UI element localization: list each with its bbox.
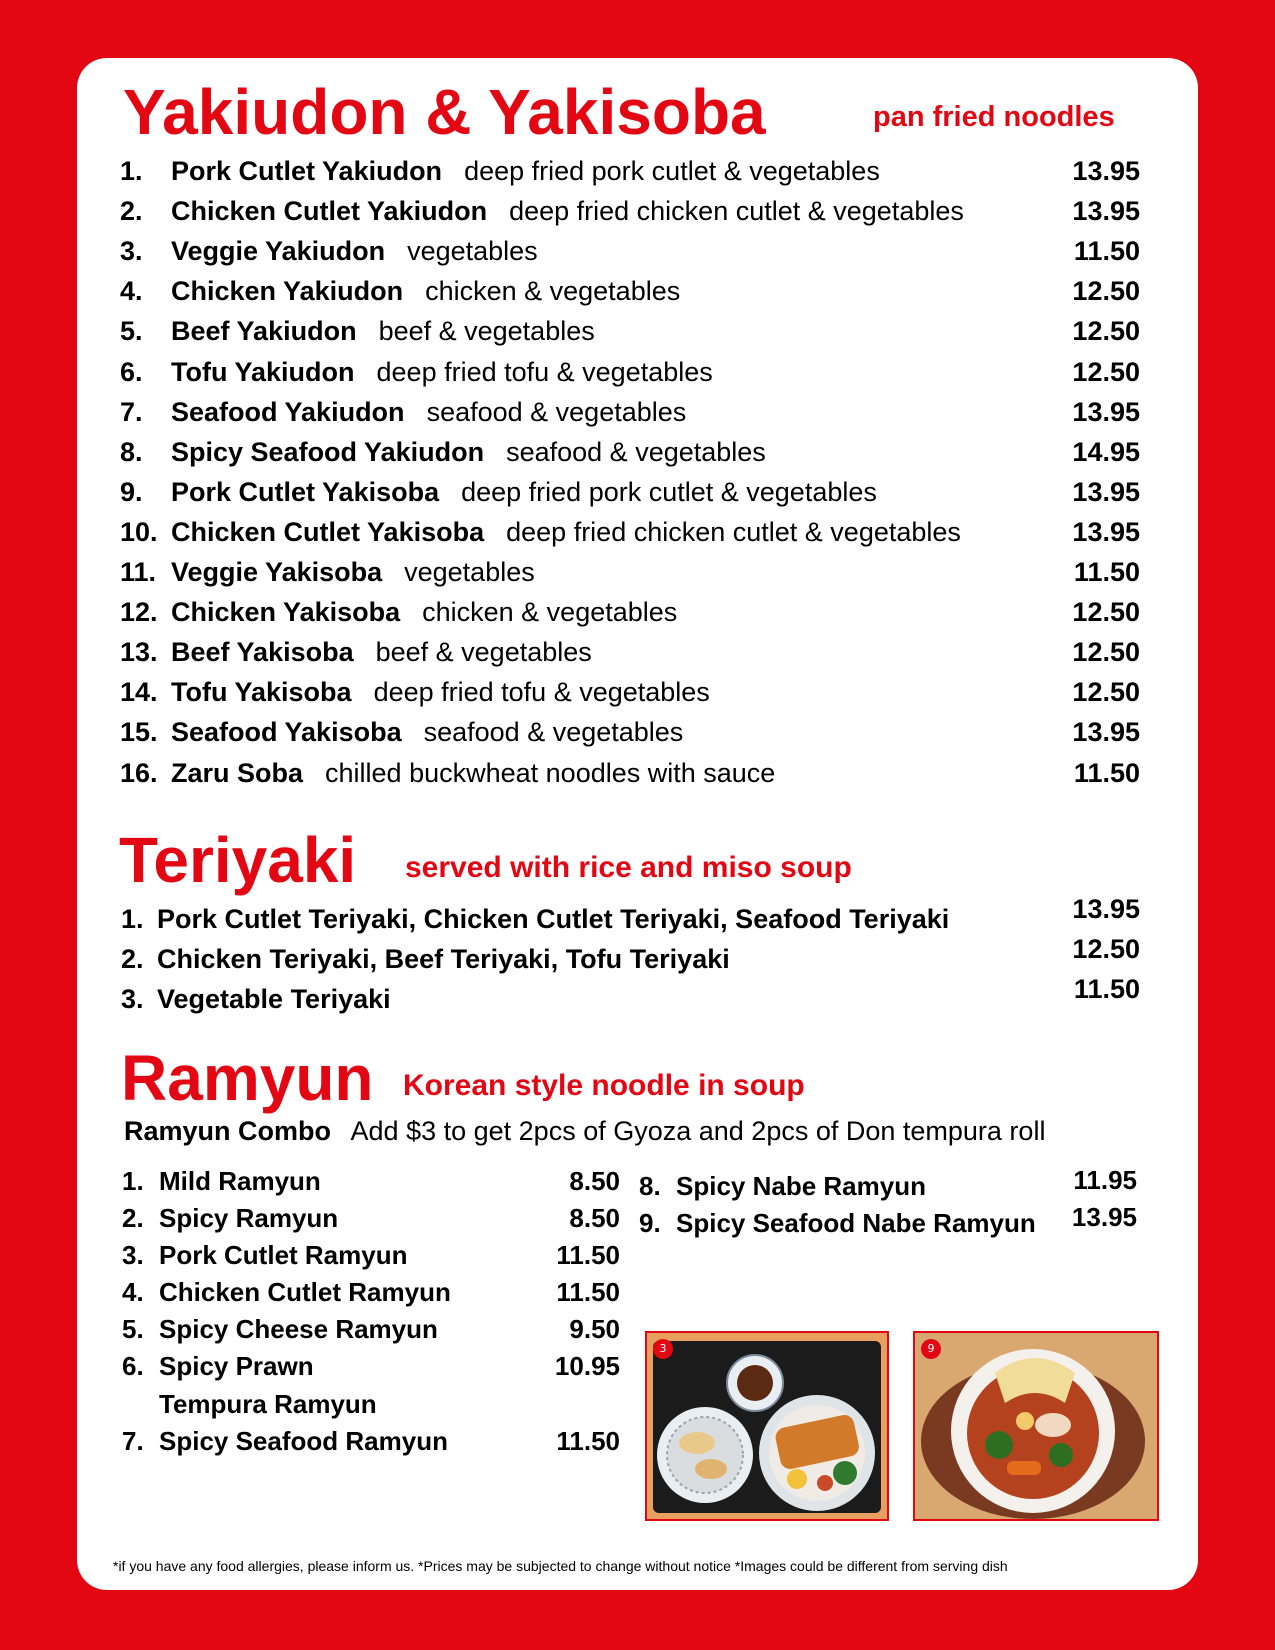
item-price: 13.95 [1071, 1202, 1137, 1232]
item-name: Tofu Yakisoba [171, 677, 352, 708]
item-text [171, 156, 880, 187]
item-text [171, 357, 713, 388]
ramyun-item-row [639, 1165, 1137, 1207]
yaki-title: Yakiudon & Yakisoba [123, 76, 766, 148]
item-price: 14.95 [1072, 436, 1140, 467]
ramyun-item-row [122, 1203, 620, 1239]
item-name: Veggie Yakiudon [171, 236, 386, 267]
item-number: 3. [121, 984, 144, 1014]
item-number: 1. [120, 156, 143, 186]
item-price: 13.95 [1072, 894, 1140, 924]
item-number: 2. [121, 944, 144, 974]
item-number: 7. [120, 396, 143, 427]
photo-spicy-seafood-nabe-ramyun [913, 1331, 1159, 1521]
item-price: 11.50 [1073, 974, 1140, 1004]
item-price: 9.50 [569, 1314, 620, 1344]
item-price: 13.95 [1072, 516, 1140, 547]
item-number: 4. [120, 276, 143, 307]
ramyun-item-row [122, 1240, 620, 1276]
menu-item-row [120, 276, 1140, 316]
teriyaki-item-row [121, 984, 1140, 1024]
item-text [171, 677, 710, 708]
item-price: 8.50 [569, 1166, 620, 1196]
item-number: 7. [122, 1426, 144, 1456]
item-name: Chicken Yakiudon [171, 276, 404, 307]
item-name: Spicy Seafood Yakiudon [171, 436, 485, 467]
item-number: 1. [121, 904, 144, 934]
item-name: Beef Yakiudon [171, 316, 357, 347]
pork-cutlet-ramyun-photo-icon [647, 1333, 887, 1519]
item-name: Beef Yakisoba [171, 637, 354, 668]
photo-badge-3: 3 [653, 1339, 673, 1359]
menu-item-row [120, 357, 1140, 397]
item-name: Spicy Cheese Ramyun [159, 1314, 438, 1344]
item-number: 14. [120, 677, 158, 708]
yaki-list [120, 156, 1140, 806]
item-name: Chicken Yakisoba [171, 597, 401, 628]
item-description: vegetables [407, 236, 538, 267]
item-number: 10. [120, 516, 158, 547]
item-number: 6. [120, 356, 143, 387]
item-description: deep fried pork cutlet & vegetables [464, 156, 880, 186]
item-price: 12.50 [1072, 316, 1140, 347]
item-number: 9. [120, 476, 143, 507]
item-description: chicken & vegetables [422, 597, 678, 628]
item-name: Veggie Yakisoba [171, 557, 383, 587]
menu-item-row [120, 156, 1140, 196]
item-name: Chicken Teriyaki, Beef Teriyaki, Tofu Teriyaki [157, 944, 730, 974]
item-name: Spicy Seafood Ramyun [159, 1426, 448, 1456]
menu-item-row [120, 517, 1140, 557]
item-number: 3. [122, 1240, 144, 1270]
item-description: deep fried tofu & vegetables [376, 356, 713, 387]
ramyun-item-row [639, 1202, 1137, 1244]
menu-item-row [120, 557, 1140, 597]
item-number: 12. [120, 597, 158, 628]
ramyun-title: Ramyun [121, 1042, 374, 1114]
item-description: chicken & vegetables [425, 276, 681, 307]
item-price: 11.50 [1073, 757, 1140, 788]
item-price: 12.50 [1072, 677, 1140, 708]
item-price: 11.50 [1073, 236, 1140, 267]
photo-badge-9: 9 [921, 1339, 941, 1359]
item-price: 13.95 [1072, 196, 1140, 227]
item-price: 11.50 [556, 1426, 620, 1456]
item-description: seafood & vegetables [506, 436, 766, 467]
ramyun-item-row [122, 1426, 620, 1462]
ramyun-left-list [122, 1166, 620, 1506]
item-price: 11.50 [556, 1240, 620, 1270]
item-text [171, 557, 535, 588]
menu-item-row [120, 316, 1140, 356]
item-name: Chicken Cutlet Yakisoba [171, 516, 485, 547]
item-name: Pork Cutlet Yakisoba [171, 476, 440, 507]
item-number: 3. [120, 236, 143, 267]
item-text [171, 477, 877, 508]
item-description: chilled buckwheat noodles with sauce [325, 757, 776, 788]
ramyun-item-row [122, 1166, 620, 1202]
item-number: 2. [120, 196, 143, 227]
item-description: vegetables [404, 557, 535, 587]
item-text [171, 316, 595, 347]
item-description: deep fried tofu & vegetables [373, 677, 710, 708]
menu-item-row [120, 236, 1140, 276]
item-price: 12.50 [1072, 597, 1140, 628]
item-name: Mild Ramyun [159, 1166, 321, 1196]
ramyun-item-row [122, 1277, 620, 1313]
ramyun-item-row [122, 1314, 620, 1350]
item-name: Seafood Yakiudon [171, 396, 405, 427]
item-description: beef & vegetables [375, 637, 592, 668]
item-price: 11.50 [556, 1277, 620, 1307]
item-price: 13.95 [1072, 396, 1140, 427]
item-text [171, 397, 686, 428]
item-text [171, 717, 683, 748]
item-text [171, 758, 775, 789]
item-number: 9. [639, 1208, 661, 1238]
yaki-subtitle: pan fried noodles [873, 101, 1115, 133]
photo-pork-cutlet-ramyun [645, 1331, 889, 1521]
item-name: Pork Cutlet Ramyun [159, 1240, 408, 1270]
menu-item-row [120, 437, 1140, 477]
item-price: 13.95 [1072, 717, 1140, 748]
item-description: deep fried chicken cutlet & vegetables [509, 196, 964, 227]
item-price: 12.50 [1072, 637, 1140, 668]
item-name: Zaru Soba [171, 757, 304, 788]
item-name: Chicken Cutlet Ramyun [159, 1277, 451, 1307]
combo-label: Ramyun Combo [124, 1116, 332, 1146]
menu-item-row [120, 397, 1140, 437]
teriyaki-list [121, 894, 1140, 1034]
item-price: 11.50 [1073, 557, 1140, 587]
item-number: 2. [122, 1203, 144, 1233]
menu-item-row [120, 758, 1140, 798]
item-name: Spicy Ramyun [159, 1203, 339, 1233]
item-text [171, 597, 677, 628]
item-number: 1. [122, 1166, 144, 1196]
item-name-line2: Tempura Ramyun [159, 1389, 377, 1419]
item-text [171, 196, 964, 227]
spicy-seafood-nabe-ramyun-photo-icon [915, 1333, 1157, 1519]
item-name: Pork Cutlet Teriyaki, Chicken Cutlet Teriyaki, Seafood Teriyaki [157, 904, 950, 934]
menu-item-row [120, 597, 1140, 637]
menu-item-row [120, 677, 1140, 717]
ramyun-subtitle: Korean style noodle in soup [403, 1069, 805, 1102]
item-price: 13.95 [1072, 156, 1140, 186]
ramyun-right-list [639, 1165, 1137, 1251]
item-number: 8. [639, 1171, 661, 1201]
item-number: 5. [120, 316, 143, 347]
item-name: Tofu Yakiudon [171, 356, 355, 387]
item-description: seafood & vegetables [426, 396, 687, 427]
menu-item-row [120, 637, 1140, 677]
item-name: Chicken Cutlet Yakiudon [171, 196, 488, 227]
item-number: 8. [120, 436, 143, 467]
item-number: 13. [120, 637, 158, 668]
item-name: Spicy Seafood Nabe Ramyun [676, 1208, 1036, 1238]
menu-item-row [120, 717, 1140, 757]
teriyaki-title: Teriyaki [119, 824, 357, 896]
ramyun-item-row [122, 1351, 620, 1419]
item-name: Pork Cutlet Yakiudon [171, 156, 443, 186]
footer-note: *if you have any food allergies, please inform us. *Prices may be subjected to change without notice *Images could be different from serving dish [113, 1558, 1008, 1574]
item-number: 6. [122, 1351, 144, 1381]
menu-item-row [120, 196, 1140, 236]
item-description: deep fried pork cutlet & vegetables [461, 476, 877, 507]
item-name: Seafood Yakisoba [171, 717, 402, 748]
item-price: 10.95 [554, 1351, 620, 1381]
item-description: seafood & vegetables [423, 717, 684, 748]
item-description: deep fried chicken cutlet & vegetables [506, 516, 961, 547]
item-price: 11.95 [1073, 1165, 1137, 1195]
combo-text: Add $3 to get 2pcs of Gyoza and 2pcs of Don tempura roll [350, 1116, 1046, 1146]
item-number: 4. [122, 1277, 144, 1307]
item-price: 8.50 [569, 1203, 620, 1233]
item-name: Spicy Prawn [159, 1351, 314, 1381]
item-text [171, 517, 961, 548]
item-text [171, 437, 766, 468]
teriyaki-item-row [121, 904, 1140, 944]
item-price: 12.50 [1072, 276, 1140, 307]
item-text [171, 236, 538, 267]
item-name: Vegetable Teriyaki [157, 984, 391, 1014]
menu-item-row [120, 477, 1140, 517]
item-number: 16. [120, 757, 158, 788]
item-text [171, 276, 680, 307]
ramyun-combo [124, 1116, 1045, 1147]
item-number: 11. [120, 557, 157, 587]
item-price: 12.50 [1072, 934, 1140, 964]
item-name: Spicy Nabe Ramyun [676, 1171, 926, 1201]
item-price: 13.95 [1072, 476, 1140, 507]
menu-card [77, 58, 1198, 1590]
item-description: beef & vegetables [378, 316, 595, 347]
item-number: 5. [122, 1314, 144, 1344]
item-text [171, 637, 592, 668]
item-number: 15. [120, 717, 158, 748]
teriyaki-item-row [121, 944, 1140, 984]
teriyaki-subtitle: served with rice and miso soup [405, 851, 852, 884]
item-price: 12.50 [1072, 356, 1140, 387]
